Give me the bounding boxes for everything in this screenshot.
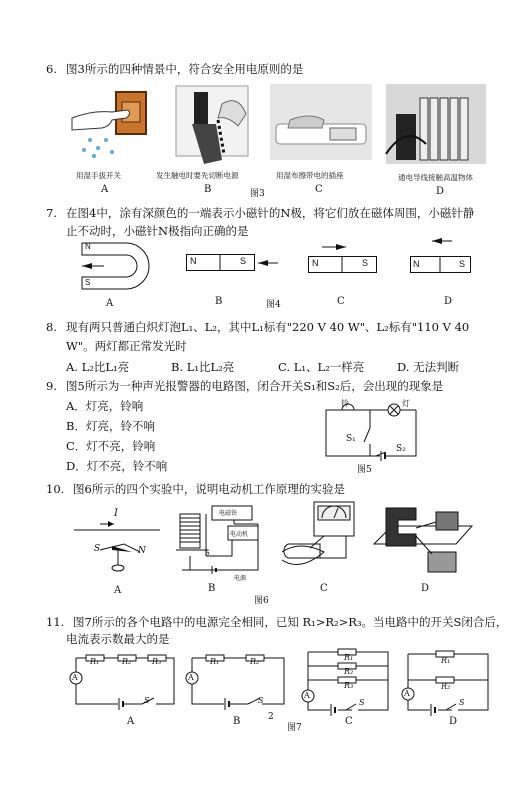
fig3-image-a-wet-hand-switch — [72, 88, 152, 166]
q7-number: 7. — [46, 206, 57, 220]
fig4-label-a: A — [106, 298, 114, 309]
fig7-a-r3: R₃ — [152, 657, 162, 666]
q9-option-c: C．灯不亮，铃响 — [66, 439, 156, 453]
q8-option-c: C. L₁、L₂一样亮 — [278, 360, 365, 374]
fig4-c-pole-n: N — [312, 258, 319, 268]
fig7-d-switch: S — [459, 698, 465, 707]
fig7-a-switch: S — [144, 696, 150, 705]
fig3-caption-b: 发生触电时要先切断电源 — [156, 171, 239, 180]
fig3-label-a: A — [101, 184, 109, 195]
fig7-label-a: A — [127, 716, 135, 727]
fig6-a-pole-n: N — [138, 546, 146, 556]
q8-option-d: D. 无法判断 — [397, 360, 460, 374]
fig3-caption-d: 通电导线接触高温物体 — [398, 173, 473, 182]
q9-stem: 图5所示为一种声光报警器的电路图，闭合开关S₁和S₂后，会出现的现象是 — [66, 379, 444, 393]
fig5-alarm-circuit — [320, 394, 440, 464]
fig7-b-r1: R₁ — [210, 657, 220, 666]
fig7-c-r2: R₂ — [344, 667, 354, 676]
fig7-d-r2: R₂ — [441, 682, 451, 691]
fig7-b-switch: S — [258, 696, 264, 705]
fig4-label-b: B — [215, 296, 223, 307]
fig6-a-pole-s: S — [94, 544, 101, 554]
q10-stem: 图6所示的四个实验中，说明电动机工作原理的实验是 — [73, 482, 345, 496]
q8-stem-line1: 现有两只普通白炽灯泡L₁、L₂，其中L₁标有"220 V 40 W"、L₂标有"110 V 40 — [66, 320, 470, 334]
q7-stem-line1: 在图4中，涂有深颜色的一端表示小磁针的N极，将它们放在磁体周围，小磁针静 — [66, 206, 475, 220]
q8-option-a: A. L₂比L₁亮 — [66, 360, 130, 374]
fig3-image-d-wire-heater — [386, 84, 486, 164]
fig6-b-relay-label: 电磁铁 — [219, 510, 238, 517]
fig3-label-c: C — [315, 184, 323, 195]
q8-stem-line2: W"。两灯都正常发光时 — [66, 339, 187, 353]
fig7-a-ammeter: A — [72, 673, 78, 682]
fig7-label-d: D — [449, 716, 458, 727]
fig3-caption-a: 用湿手拔开关 — [76, 171, 121, 180]
fig4-a-pole-s: S — [85, 278, 91, 287]
fig4-b-pole-s: S — [240, 256, 247, 266]
fig7-label-b: B — [233, 716, 241, 727]
fig6-title: 图6 — [254, 596, 269, 606]
fig4-label-d: D — [444, 296, 453, 307]
fig3-label-b: B — [204, 184, 212, 195]
fig7-c-ammeter: A — [304, 691, 310, 700]
q11-stem-line2: 电流表示数最大的是 — [66, 632, 170, 646]
fig7-a-r2: R₂ — [122, 657, 132, 666]
q11-stem-line1: 图7所示的各个电路中的电源完全相同，已知 R₁>R₂>R₃。当电路中的开关S闭合后， — [73, 615, 508, 629]
q10-number: 10. — [46, 482, 65, 496]
fig6-label-d: D — [421, 583, 430, 594]
fig7-c-r1: R₁ — [344, 653, 354, 662]
q11-number: 11. — [46, 615, 65, 629]
fig6-label-a: A — [114, 585, 122, 596]
fig7-d-r1: R₁ — [441, 656, 451, 665]
q7-stem-line2: 止不动时，小磁针N极指向正确的是 — [66, 224, 249, 238]
fig5-title: 图5 — [357, 465, 372, 475]
q8-option-b: B. L₁比L₂亮 — [171, 360, 235, 374]
fig5-lamp-label: 灯 — [402, 399, 410, 408]
fig7-b-ammeter: A — [188, 673, 194, 682]
fig6-b-switch-label: S — [205, 549, 210, 557]
fig5-bell-label: 铃 — [341, 399, 349, 408]
fig5-switch-s1: S₁ — [346, 434, 356, 444]
fig4-c-pole-s: S — [362, 258, 369, 268]
fig7-b-r2: R₂ — [250, 657, 260, 666]
fig6-b-motor-label: 电动机 — [230, 531, 249, 538]
fig3-title: 图3 — [250, 189, 265, 199]
fig7-d-ammeter: A — [404, 689, 410, 698]
fig4-title: 图4 — [266, 300, 281, 310]
fig3-image-b-cut-power — [172, 84, 250, 166]
fig5-switch-s2: S₂ — [396, 444, 406, 454]
q9-number: 9. — [46, 379, 57, 393]
q9-option-b: B．灯亮，铃不响 — [66, 419, 155, 433]
fig3-image-c-wet-cloth-socket — [270, 84, 372, 160]
fig4-bar-magnet-b — [186, 254, 286, 272]
fig6-label-b: B — [208, 583, 216, 594]
fig7-title: 图7 — [287, 723, 302, 733]
fig7-c-switch: S — [359, 698, 365, 707]
q9-option-a: A．灯亮，铃响 — [66, 399, 144, 413]
fig4-d-pole-n: N — [413, 259, 420, 269]
fig6-c-galvanometer — [280, 500, 360, 576]
fig7-label-c: C — [345, 716, 353, 727]
fig6-a-oersted — [74, 510, 166, 580]
fig7-c-r3: R₃ — [344, 681, 354, 690]
q6-number: 6. — [46, 62, 57, 76]
fig4-label-c: C — [337, 296, 345, 307]
fig4-d-pole-s: S — [459, 259, 466, 269]
fig4-b-pole-n: N — [190, 256, 197, 266]
fig6-a-current-label: I — [114, 508, 118, 519]
fig6-label-c: C — [320, 583, 328, 594]
fig6-d-motor-experiment — [372, 502, 484, 576]
fig7-a-r1: R₁ — [90, 657, 100, 666]
fig4-a-pole-n: N — [85, 242, 91, 251]
fig3-label-d: D — [436, 186, 445, 197]
q6-stem: 图3所示的四种情景中，符合安全用电原则的是 — [66, 62, 304, 76]
q8-number: 8. — [46, 320, 57, 334]
fig6-b-source-label: 电源 — [234, 575, 247, 582]
fig7-stray-mark: 2 — [268, 712, 274, 722]
q9-option-d: D．灯不亮，铃不响 — [66, 459, 168, 473]
fig7-circuit-b — [184, 648, 296, 714]
fig3-caption-c: 用湿布擦带电的插座 — [276, 171, 344, 180]
